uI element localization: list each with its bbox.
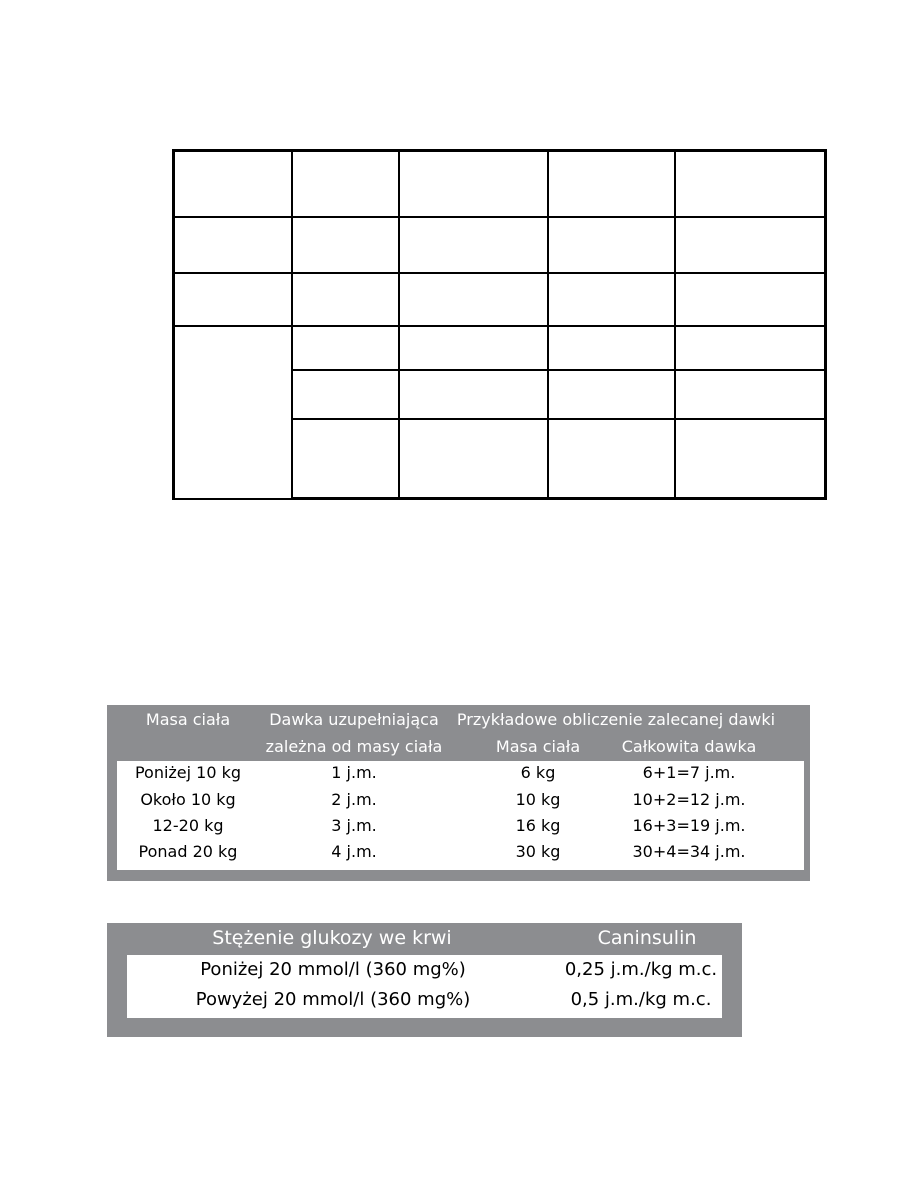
grid-cell xyxy=(548,419,675,499)
grid-cell xyxy=(174,217,292,273)
empty-grid-table xyxy=(172,149,827,500)
grid-cell xyxy=(292,151,399,217)
grid-cell xyxy=(292,419,399,499)
grid-cell xyxy=(399,273,548,326)
grid-cell xyxy=(548,217,675,273)
cell-total: 30+4=34 j.m. xyxy=(632,842,746,861)
cell-example-mass: 6 kg xyxy=(520,763,556,782)
cell-glucose-level: Poniżej 20 mmol/l (360 mg%) xyxy=(200,959,466,980)
dose-table xyxy=(107,705,810,881)
grid-cell xyxy=(292,217,399,273)
cell-mass: 12-20 kg xyxy=(152,816,224,835)
grid-cell xyxy=(399,419,548,499)
cell-mass: Około 10 kg xyxy=(140,790,236,809)
cell-glucose-dose: 0,25 j.m./kg m.c. xyxy=(564,959,718,980)
cell-example-mass: 30 kg xyxy=(515,842,561,861)
grid-cell xyxy=(548,273,675,326)
header-total-dose: Całkowita dawka xyxy=(621,737,757,756)
grid-row xyxy=(174,217,826,273)
grid-cell xyxy=(675,326,826,370)
cell-total: 10+2=12 j.m. xyxy=(632,790,746,809)
cell-total: 16+3=19 j.m. xyxy=(632,816,746,835)
grid-cell xyxy=(548,370,675,419)
cell-dose: 4 j.m. xyxy=(331,842,377,861)
grid-cell xyxy=(675,273,826,326)
cell-mass: Ponad 20 kg xyxy=(138,842,238,861)
header-example-calc: Przykładowe obliczenie zalecanej dawki xyxy=(456,710,776,729)
grid-cell xyxy=(675,370,826,419)
cell-dose: 3 j.m. xyxy=(331,816,377,835)
grid-cell xyxy=(399,326,548,370)
grid-cell xyxy=(548,151,675,217)
grid-row xyxy=(174,326,826,370)
cell-glucose-dose: 0,5 j.m./kg m.c. xyxy=(570,989,712,1010)
grid-cell xyxy=(174,151,292,217)
cell-glucose-level: Powyżej 20 mmol/l (360 mg%) xyxy=(195,989,471,1010)
header-supplementary-dose-sub: zależna od masy ciała xyxy=(265,737,443,756)
grid-row xyxy=(174,273,826,326)
grid-cell xyxy=(292,370,399,419)
header-supplementary-dose: Dawka uzupełniająca xyxy=(269,710,439,729)
glucose-table xyxy=(107,923,742,1037)
cell-dose: 1 j.m. xyxy=(331,763,377,782)
cell-total: 6+1=7 j.m. xyxy=(642,763,736,782)
header-example-mass: Masa ciała xyxy=(495,737,581,756)
header-glucose: Stężenie glukozy we krwi xyxy=(212,927,452,949)
grid-cell xyxy=(548,326,675,370)
header-drug: Caninsulin xyxy=(597,927,697,949)
grid-cell xyxy=(399,151,548,217)
cell-dose: 2 j.m. xyxy=(331,790,377,809)
grid-cell xyxy=(675,217,826,273)
cell-example-mass: 16 kg xyxy=(515,816,561,835)
header-body-mass: Masa ciała xyxy=(145,710,231,729)
grid-cell xyxy=(399,370,548,419)
grid-cell xyxy=(292,326,399,370)
grid-row xyxy=(174,151,826,217)
grid-cell-merged xyxy=(174,326,292,499)
grid-cell xyxy=(292,273,399,326)
cell-mass: Poniżej 10 kg xyxy=(134,763,242,782)
grid-cell xyxy=(675,419,826,499)
grid-cell xyxy=(174,273,292,326)
grid-cell xyxy=(399,217,548,273)
grid-cell xyxy=(675,151,826,217)
cell-example-mass: 10 kg xyxy=(515,790,561,809)
